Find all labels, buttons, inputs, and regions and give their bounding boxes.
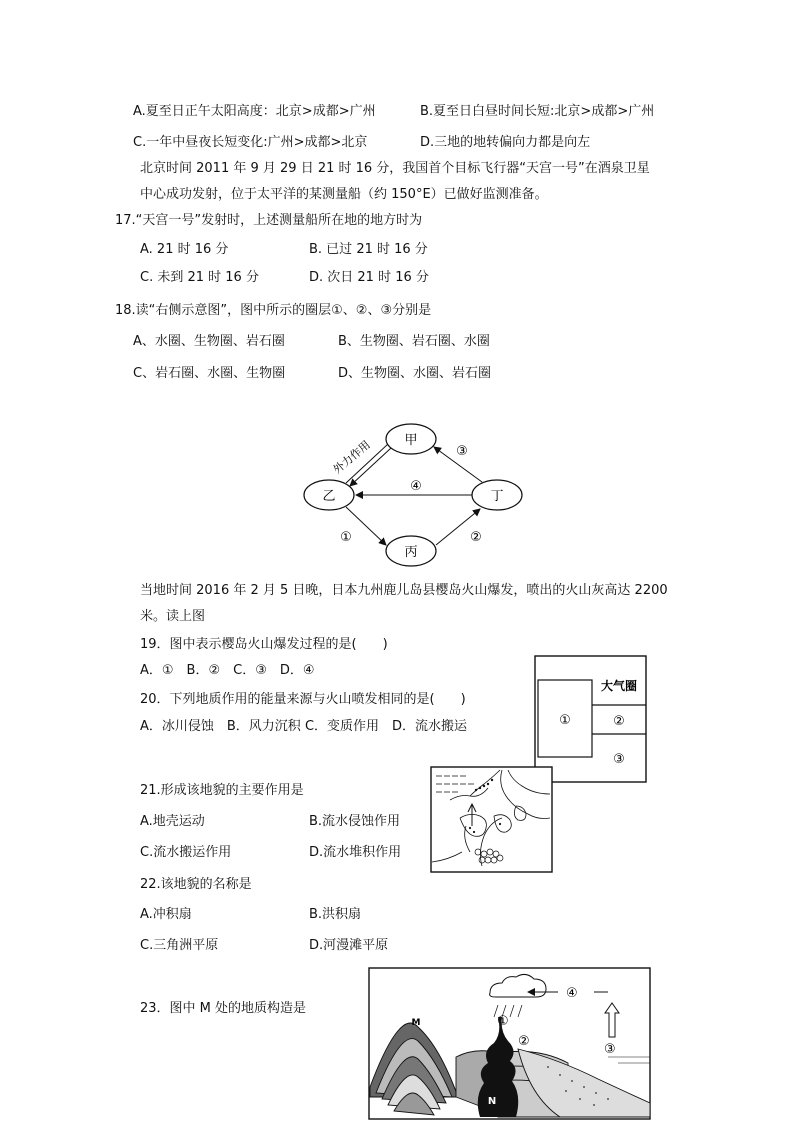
q22-option-c: C.三角洲平原 [140, 938, 219, 953]
q22-stem: 22.该地貌的名称是 [140, 877, 252, 892]
label-ding: 丁 [490, 489, 504, 504]
intro17-line1: 北京时间 2011 年 9 月 29 日 21 时 16 分，我国首个目标飞行器“天宫一号”在酒泉卫星 [140, 161, 650, 176]
q18-option-a: A、水圈、生物圈、岩石圈 [133, 334, 285, 349]
geology-cross-section-diagram [368, 967, 651, 1120]
arrow-yi-bing [346, 507, 386, 545]
q21-option-b: B.流水侵蚀作用 [309, 814, 401, 829]
q19-options: A．① B．② C．③ D．④ [140, 663, 315, 678]
rock-cycle-diagram [296, 415, 536, 575]
label-sphere-1: ① [559, 713, 571, 728]
label-geo-1: ① [497, 1014, 509, 1029]
label-external-force: 外力作用 [330, 438, 373, 477]
label-yi: 乙 [322, 489, 336, 504]
q19-stem: 19．图中表示樱岛火山爆发过程的是( ) [140, 637, 388, 652]
q18-option-c: C、岩石圈、水圈、生物圈 [133, 366, 286, 381]
label-cycle-4: ④ [410, 479, 422, 494]
q16-option-b: B.夏至日白昼时间长短:北京>成都>广州 [420, 104, 655, 119]
q21-option-c: C.流水搬运作用 [140, 845, 232, 860]
q18-stem: 18.读“右侧示意图”，图中所示的圈层①、②、③分别是 [115, 303, 432, 318]
q17-option-a: A. 21 时 16 分 [140, 242, 229, 257]
q18-option-b: B、生物圈、岩石圈、水圈 [338, 334, 490, 349]
q21-stem: 21.形成该地貌的主要作用是 [140, 783, 304, 798]
label-geo-3: ③ [604, 1042, 616, 1057]
q21-option-a: A.地壳运动 [140, 814, 205, 829]
label-jia: 甲 [404, 433, 418, 448]
q22-option-d: D.河漫滩平原 [309, 938, 389, 953]
label-sphere-3: ③ [613, 752, 625, 767]
q21-option-d: D.流水堆积作用 [309, 845, 402, 860]
q17-option-b: B. 已过 21 时 16 分 [309, 242, 428, 257]
label-bing: 丙 [404, 545, 418, 560]
label-cycle-2: ② [470, 530, 482, 545]
q18-option-d: D、生物圈、水圈、岩石圈 [338, 366, 492, 381]
q16-option-a: A.夏至日正午太阳高度：北京>成都>广州 [133, 104, 376, 119]
label-atmosphere: 大气圈 [600, 679, 638, 693]
q17-stem: 17.“天宫一号”发射时，上述测量船所在地的地方时为 [115, 213, 423, 228]
q17-option-c: C. 未到 21 时 16 分 [140, 270, 259, 285]
q20-options: A．冰川侵蚀 B．风力沉积 C．变质作用 D．流水搬运 [140, 719, 468, 734]
q16-option-d: D.三地的地转偏向力都是向左 [420, 135, 591, 150]
label-cycle-3: ③ [456, 444, 468, 459]
q23-stem: 23．图中 M 处的地质构造是 [140, 1001, 307, 1016]
q20-stem: 20．下列地质作用的能量来源与火山喷发相同的是( ) [140, 692, 466, 707]
q22-option-a: A.冲积扇 [140, 907, 192, 922]
q22-option-b: B.洪积扇 [309, 907, 362, 922]
intro17-line2: 中心成功发射，位于太平洋的某测量船（约 150°E）已做好监测准备。 [140, 187, 548, 202]
label-geo-2: ② [518, 1034, 530, 1049]
intro19-line1: 当地时间 2016 年 2 月 5 日晚，日本九州鹿儿岛县樱岛火山爆发，喷出的火山灰高达 2200 [140, 583, 668, 598]
label-geo-4: ④ [566, 986, 578, 1001]
q17-option-d: D. 次日 21 时 16 分 [309, 270, 429, 285]
label-sphere-2: ② [613, 714, 625, 729]
intro19-line2: 米。读上图 [140, 609, 206, 624]
q16-option-c: C.一年中昼夜长短变化:广州>成都>北京 [133, 135, 368, 150]
label-geo-m: M [411, 1018, 421, 1028]
label-cycle-1: ① [340, 530, 352, 545]
label-geo-n: N [487, 1096, 497, 1107]
delta-landform-diagram [430, 766, 554, 874]
